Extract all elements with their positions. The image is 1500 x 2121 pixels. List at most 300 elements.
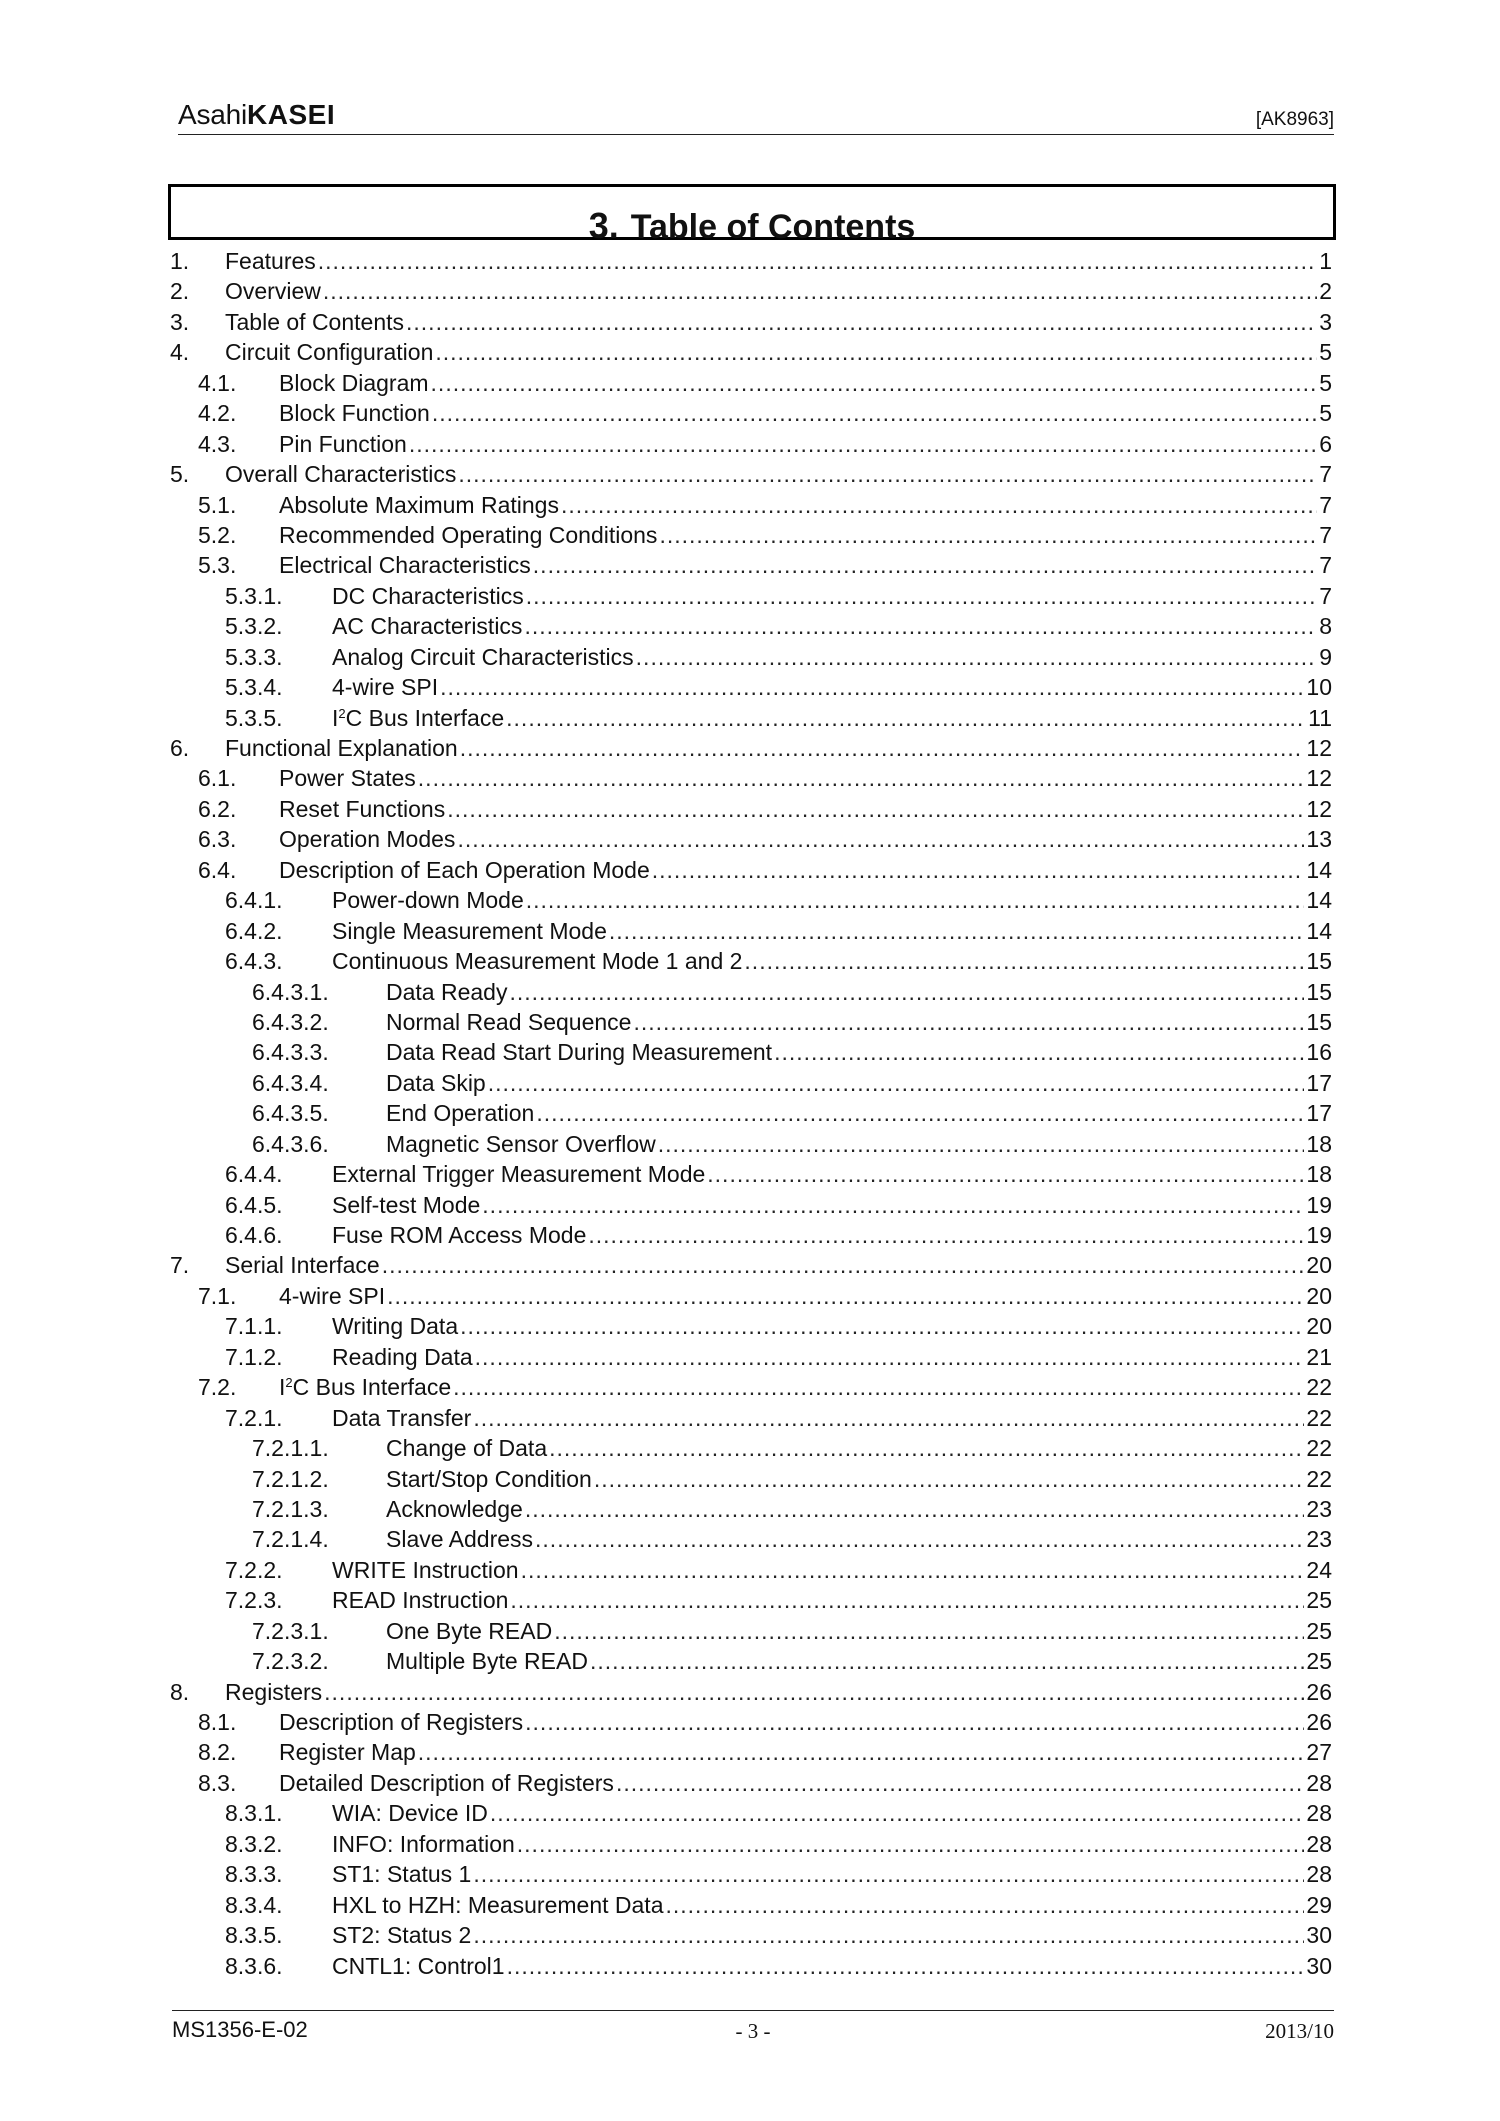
toc-entry-page: 14 [1306,856,1332,883]
toc-entry-leader [536,1098,1304,1128]
toc-entry-title: Magnetic Sensor Overflow [386,1130,656,1157]
toc-entry-number: 7.2.1.1. [252,1435,329,1462]
toc-entry-leader [431,368,1318,398]
toc-entry-title: Electrical Characteristics [279,552,531,579]
toc-entry-page: 7 [1319,552,1332,579]
toc-entry-title: Continuous Measurement Mode 1 and 2 [332,948,743,975]
toc-entry-title: One Byte READ [386,1617,553,1644]
toc-entry-title: Data Skip [386,1069,486,1096]
toc-entry-leader [323,276,1317,306]
toc-entry[interactable] [170,1403,1332,1433]
toc-entry-page: 14 [1306,887,1332,914]
toc-entry-number: 8.3.4. [225,1891,283,1918]
toc-entry-title [279,1372,451,1402]
toc-entry-page: 24 [1306,1556,1332,1583]
toc-entry-leader [418,763,1305,793]
toc-entry-title: Start/Stop Condition [386,1465,592,1492]
toc-entry[interactable] [170,1585,1332,1615]
toc-entry-leader [652,855,1305,885]
toc-entry-leader [636,642,1318,672]
toc-entry-title: Functional Explanation [225,735,458,761]
toc-entry-page: 7 [1319,582,1332,609]
toc-entry-number: 6.4.4. [225,1161,283,1188]
toc-entry-title: Data Ready [386,978,508,1005]
toc-entry-title-superscript: 2 [285,1375,293,1391]
toc-entry-page: 12 [1306,735,1332,761]
toc-entry-title: Circuit Configuration [225,339,434,366]
toc-entry-leader [744,946,1304,976]
toc-entry-number: 6.4.6. [225,1222,283,1248]
toc-entry-number: 4. [170,339,190,366]
page-footer [172,2010,1334,2043]
toc-entry-number: 7.1.2. [225,1343,283,1370]
toc-entry-leader [609,916,1305,946]
toc-entry[interactable] [170,1098,1332,1128]
toc-entry-page: 14 [1306,917,1332,944]
toc-entry-leader [509,977,1304,1007]
toc-entry-page: 5 [1319,369,1332,396]
toc-entry-page: 19 [1306,1191,1332,1218]
toc-entry-page: 7 [1319,461,1332,488]
toc-entry[interactable] [170,1007,1332,1037]
toc-entry-page: 18 [1306,1130,1332,1157]
toc-entry[interactable] [170,824,1332,854]
toc-entry-number: 6.4.3.6. [252,1130,329,1157]
toc-entry-page: 25 [1306,1648,1332,1675]
toc-entry-number: 6.1. [198,765,237,792]
toc-entry-title: Multiple Byte READ [386,1648,588,1675]
toc-entry[interactable] [170,459,1332,489]
toc-entry-leader [506,703,1306,733]
toc-entry[interactable] [170,368,1332,398]
toc-entry-page: 23 [1306,1526,1332,1553]
toc-entry-page: 22 [1306,1374,1332,1401]
toc-entry[interactable] [170,1494,1332,1524]
toc-entry-page: 15 [1306,948,1332,975]
toc-entry-leader [453,1372,1304,1402]
toc-entry-leader [510,1585,1304,1615]
toc-entry[interactable] [170,1951,1332,1981]
toc-entry-page: 12 [1306,795,1332,822]
toc-entry-leader [517,1829,1305,1859]
toc-entry-title: Normal Read Sequence [386,1008,632,1035]
toc-entry-number: 6.4.3.5. [252,1100,329,1127]
toc-entry[interactable] [170,733,1332,763]
toc-entry[interactable] [170,1616,1332,1646]
toc-entry-title: AC Characteristics [332,613,523,640]
toc-entry[interactable] [170,1524,1332,1554]
toc-entry-title: Self-test Mode [332,1191,481,1218]
toc-entry-leader [535,1524,1304,1554]
toc-entry-number: 8.3.2. [225,1830,283,1857]
toc-entry[interactable] [170,1281,1332,1311]
toc-entry[interactable] [170,1829,1332,1859]
toc-entry-leader [418,1737,1305,1767]
toc-entry-number: 7.2.3.2. [252,1648,329,1675]
toc-entry-page: 9 [1319,643,1332,670]
toc-entry[interactable] [170,885,1332,915]
toc-entry-page: 17 [1306,1100,1332,1127]
toc-entry-number: 4.2. [198,400,237,427]
toc-entry-page: 28 [1306,1800,1332,1827]
toc-entry-title: Block Function [279,400,430,427]
toc-entry-title: Single Measurement Mode [332,917,607,944]
toc-entry[interactable] [170,1220,1332,1250]
toc-entry-leader [521,1555,1305,1585]
toc-entry[interactable] [170,1311,1332,1341]
asahi-kasei-logo [178,100,335,130]
toc-entry-page: 12 [1306,765,1332,792]
toc-entry-leader [525,1494,1305,1524]
toc-entry-page: 17 [1306,1069,1332,1096]
toc-entry-number: 8.1. [198,1709,237,1735]
document-id: [AK8963] [1255,109,1334,130]
toc-entry-number: 7.2.3.1. [252,1617,329,1644]
toc-entry-title: Block Diagram [279,369,429,396]
toc-entry-page: 21 [1306,1343,1332,1370]
toc-entry-page: 5 [1319,339,1332,366]
toc-entry-title: INFO: Information [332,1830,515,1857]
toc-entry-title: READ Instruction [332,1587,509,1614]
toc-entry-title-prefix: I [279,1374,286,1401]
toc-entry-title: Recommended Operating Conditions [279,521,658,548]
toc-entry-title-superscript: 2 [338,705,346,721]
toc-entry-number: 8.3.5. [225,1922,283,1949]
toc-entry-leader [774,1037,1304,1067]
toc-entry-page: 25 [1306,1617,1332,1644]
toc-entry-title-rest: C Bus Interface [292,1374,452,1401]
toc-entry-number: 6.4.3.2. [252,1008,329,1035]
toc-entry-title [332,703,504,733]
toc-entry-title: Overall Characteristics [225,461,457,488]
toc-entry-title: Features [225,248,316,274]
toc-entry-number: 6.2. [198,795,237,822]
toc-entry[interactable] [170,581,1332,611]
toc-entry-leader [473,1403,1304,1433]
toc-entry-number: 6.4.3.1. [252,978,329,1005]
toc-entry[interactable] [170,763,1332,793]
toc-entry-number: 7. [170,1252,190,1279]
toc-entry[interactable] [170,276,1332,306]
toc-entry-leader [561,490,1317,520]
toc-entry-number: 7.2.1.4. [252,1526,329,1553]
toc-entry-leader [658,1129,1305,1159]
toc-entry-title-prefix: I [332,704,339,731]
toc-entry-title: Reset Functions [279,795,446,822]
toc-entry-leader [432,398,1317,428]
toc-entry-number: 5.3.2. [225,613,283,640]
toc-entry[interactable] [170,337,1332,367]
toc-entry-title: Register Map [279,1739,416,1766]
toc-entry-page: 15 [1306,1008,1332,1035]
toc-entry[interactable] [170,1707,1332,1737]
toc-entry-leader [707,1159,1304,1189]
toc-entry-leader [460,733,1305,763]
toc-entry-title: Power-down Mode [332,887,524,914]
toc-entry-number: 7.2.1.3. [252,1495,329,1522]
toc-entry[interactable] [170,1342,1332,1372]
toc-entry-title: Serial Interface [225,1252,380,1279]
toc-entry-leader [526,581,1317,611]
toc-entry-title: Operation Modes [279,826,456,853]
toc-entry-leader [440,672,1304,702]
toc-entry-number: 4.1. [198,369,237,396]
toc-entry-leader [525,1707,1304,1737]
toc-entry-page: 13 [1306,826,1332,853]
toc-entry-number: 5.3.5. [225,704,283,731]
toc-entry-page: 30 [1306,1922,1332,1949]
table-of-contents [170,246,1332,1981]
toc-entry-number: 6.4.2. [225,917,283,944]
toc-entry-title: CNTL1: Control1 [332,1952,505,1979]
toc-entry[interactable] [170,611,1332,641]
toc-entry-number: 2. [170,278,190,305]
toc-entry-page: 23 [1306,1495,1332,1522]
toc-entry[interactable] [170,1129,1332,1159]
toc-entry-number: 7.2. [198,1374,237,1401]
toc-entry-title: Acknowledge [386,1495,523,1522]
toc-entry-leader [406,307,1317,337]
toc-entry-leader [554,1616,1304,1646]
toc-entry-title: Overview [225,278,321,305]
toc-entry[interactable] [170,1068,1332,1098]
toc-entry-title: Slave Address [386,1526,534,1553]
toc-entry-leader [616,1768,1304,1798]
toc-entry-leader [475,1342,1305,1372]
toc-entry-page: 7 [1319,521,1332,548]
toc-entry[interactable] [170,642,1332,672]
toc-entry-number: 3. [170,308,190,335]
toc-entry-page: 27 [1306,1739,1332,1766]
toc-entry-number: 6.4.3.4. [252,1069,329,1096]
toc-entry-number: 7.2.3. [225,1587,283,1614]
toc-entry-leader [387,1281,1304,1311]
toc-entry-page: 22 [1306,1465,1332,1492]
toc-entry-page: 2 [1319,278,1332,305]
toc-entry-number: 7.1. [198,1282,237,1309]
toc-entry-title: External Trigger Measurement Mode [332,1161,706,1188]
toc-entry[interactable] [170,246,1332,276]
toc-entry-leader [473,1920,1304,1950]
toc-entry-leader [409,429,1317,459]
section-title-box [168,184,1336,246]
toc-entry-page: 3 [1319,308,1332,335]
toc-entry-title: End Operation [386,1100,535,1127]
toc-entry-page: 10 [1306,674,1332,701]
page-header [178,100,1334,135]
toc-entry-page: 26 [1306,1709,1332,1735]
toc-entry-leader [382,1250,1305,1280]
toc-entry[interactable] [170,307,1332,337]
toc-entry-leader [458,459,1317,489]
toc-entry-title: Pin Function [279,430,407,457]
toc-entry-title: 4-wire SPI [279,1282,386,1309]
toc-entry-number: 6.4. [198,856,237,883]
toc-entry[interactable] [170,1159,1332,1189]
toc-entry-leader [324,1677,1304,1707]
toc-entry[interactable] [170,550,1332,580]
toc-entry-number: 6.4.3.3. [252,1039,329,1066]
toc-entry-page: 25 [1306,1587,1332,1614]
toc-entry-leader [488,1068,1305,1098]
toc-entry-page: 26 [1306,1678,1332,1705]
toc-entry-title: ST2: Status 2 [332,1922,472,1949]
toc-entry-page: 7 [1319,491,1332,518]
toc-entry[interactable] [170,855,1332,885]
toc-entry-title: HXL to HZH: Measurement Data [332,1891,664,1918]
section-title [589,196,916,247]
toc-entry[interactable] [170,916,1332,946]
toc-entry[interactable] [170,794,1332,824]
toc-entry-number: 5.2. [198,521,237,548]
toc-entry-title: Registers [225,1678,323,1705]
toc-entry-number: 6. [170,735,190,761]
toc-entry-title: Writing Data [332,1313,459,1340]
toc-entry-title: WRITE Instruction [332,1556,519,1583]
toc-entry-number: 7.1.1. [225,1313,283,1340]
toc-entry-page: 22 [1306,1435,1332,1462]
toc-entry[interactable] [170,1890,1332,1920]
toc-entry[interactable] [170,1250,1332,1280]
toc-entry-number: 6.3. [198,826,237,853]
toc-entry-number: 8.3.3. [225,1861,283,1888]
toc-entry[interactable] [170,1677,1332,1707]
toc-entry[interactable] [170,946,1332,976]
toc-entry-title: Analog Circuit Characteristics [332,643,634,670]
toc-entry[interactable] [170,703,1332,733]
toc-entry-title: Power States [279,765,416,792]
toc-entry-number: 8. [170,1678,190,1705]
toc-entry-page: 11 [1308,704,1332,731]
toc-entry[interactable] [170,672,1332,702]
logo-prefix: Asahi [178,99,248,130]
toc-entry-title: DC Characteristics [332,582,524,609]
toc-entry-number: 5.3. [198,552,237,579]
toc-entry-number: 4.3. [198,430,237,457]
toc-entry-page: 20 [1306,1252,1332,1279]
toc-entry-number: 6.4.3. [225,948,283,975]
toc-entry[interactable] [170,1555,1332,1585]
toc-entry-leader [659,520,1317,550]
toc-entry-number: 7.2.1. [225,1404,283,1431]
toc-entry[interactable] [170,1037,1332,1067]
toc-entry-leader [460,1311,1304,1341]
toc-entry-page: 15 [1306,978,1332,1005]
toc-entry-number: 6.4.1. [225,887,283,914]
toc-entry-page: 1 [1319,248,1332,274]
toc-entry-page: 22 [1306,1404,1332,1431]
toc-entry[interactable] [170,1798,1332,1828]
toc-entry-number: 8.3.1. [225,1800,283,1827]
toc-entry[interactable] [170,1646,1332,1676]
toc-entry-page: 29 [1306,1891,1332,1918]
toc-entry-leader [435,337,1317,367]
toc-entry-leader [533,550,1317,580]
toc-entry-title: Fuse ROM Access Mode [332,1222,587,1248]
toc-entry[interactable] [170,1737,1332,1767]
section-title-text: Table of Contents [630,208,916,246]
toc-entry-title: ST1: Status 1 [332,1861,472,1888]
toc-entry-leader [590,1646,1304,1676]
toc-entry[interactable] [170,1464,1332,1494]
toc-entry-page: 28 [1306,1769,1332,1796]
toc-entry[interactable] [170,490,1332,520]
toc-entry-leader [473,1859,1304,1889]
toc-entry[interactable] [170,1190,1332,1220]
toc-entry-page: 16 [1306,1039,1332,1066]
toc-entry-leader [526,885,1305,915]
toc-entry-title: 4-wire SPI [332,674,439,701]
toc-entry-leader [482,1190,1304,1220]
toc-entry-title: Detailed Description of Registers [279,1769,614,1796]
toc-entry-page: 18 [1306,1161,1332,1188]
toc-entry-number: 5. [170,461,190,488]
toc-entry-title: Table of Contents [225,308,405,335]
toc-entry-number: 6.4.5. [225,1191,283,1218]
toc-entry-title: Data Read Start During Measurement [386,1039,773,1066]
toc-entry[interactable] [170,1859,1332,1889]
logo-brand: KASEI [247,99,336,130]
toc-entry-page: 28 [1306,1861,1332,1888]
toc-entry-number: 8.3. [198,1769,237,1796]
toc-entry-title: Description of Registers [279,1709,524,1735]
toc-entry[interactable] [170,1920,1332,1950]
toc-entry-leader [588,1220,1304,1250]
toc-entry-page: 20 [1306,1282,1332,1309]
toc-entry-leader [633,1007,1304,1037]
toc-entry[interactable] [170,398,1332,428]
toc-entry-number: 8.2. [198,1739,237,1766]
toc-entry[interactable] [170,1372,1332,1402]
toc-entry-number: 5.3.3. [225,643,283,670]
toc-entry-page: 6 [1319,430,1332,457]
toc-entry-page: 30 [1306,1952,1332,1979]
toc-entry-title: Change of Data [386,1435,548,1462]
toc-entry-title: Description of Each Operation Mode [279,856,650,883]
toc-entry-page: 20 [1306,1313,1332,1340]
toc-entry-page: 5 [1319,400,1332,427]
toc-entry-title-rest: C Bus Interface [345,704,505,731]
toc-entry-leader [318,246,1317,276]
section-number: 3. [588,205,619,246]
toc-entry-leader [666,1890,1305,1920]
toc-entry[interactable] [170,429,1332,459]
toc-entry-number: 1. [170,248,190,274]
toc-entry-leader [507,1951,1305,1981]
footer-doc-number: MS1356-E-02 [172,2017,308,2042]
toc-entry-title: Absolute Maximum Ratings [279,491,559,518]
toc-entry[interactable] [170,520,1332,550]
toc-entry-number: 7.2.2. [225,1556,283,1583]
toc-entry-leader [594,1464,1305,1494]
toc-entry-title: Data Transfer [332,1404,472,1431]
toc-entry-leader [549,1433,1304,1463]
toc-entry-leader [524,611,1317,641]
footer-date: 2013/10 [1265,2019,1334,2043]
toc-entry-number: 8.3.6. [225,1952,283,1979]
toc-entry-number: 5.1. [198,491,237,518]
toc-entry[interactable] [170,1433,1332,1463]
toc-entry-page: 8 [1319,613,1332,640]
toc-entry[interactable] [170,977,1332,1007]
toc-entry[interactable] [170,1768,1332,1798]
toc-entry-number: 5.3.1. [225,582,283,609]
footer-page-number: - 3 - [735,2019,771,2043]
toc-entry-title: Reading Data [332,1343,473,1370]
toc-entry-page: 19 [1306,1222,1332,1248]
toc-entry-title: WIA: Device ID [332,1800,488,1827]
toc-entry-number: 7.2.1.2. [252,1465,329,1492]
